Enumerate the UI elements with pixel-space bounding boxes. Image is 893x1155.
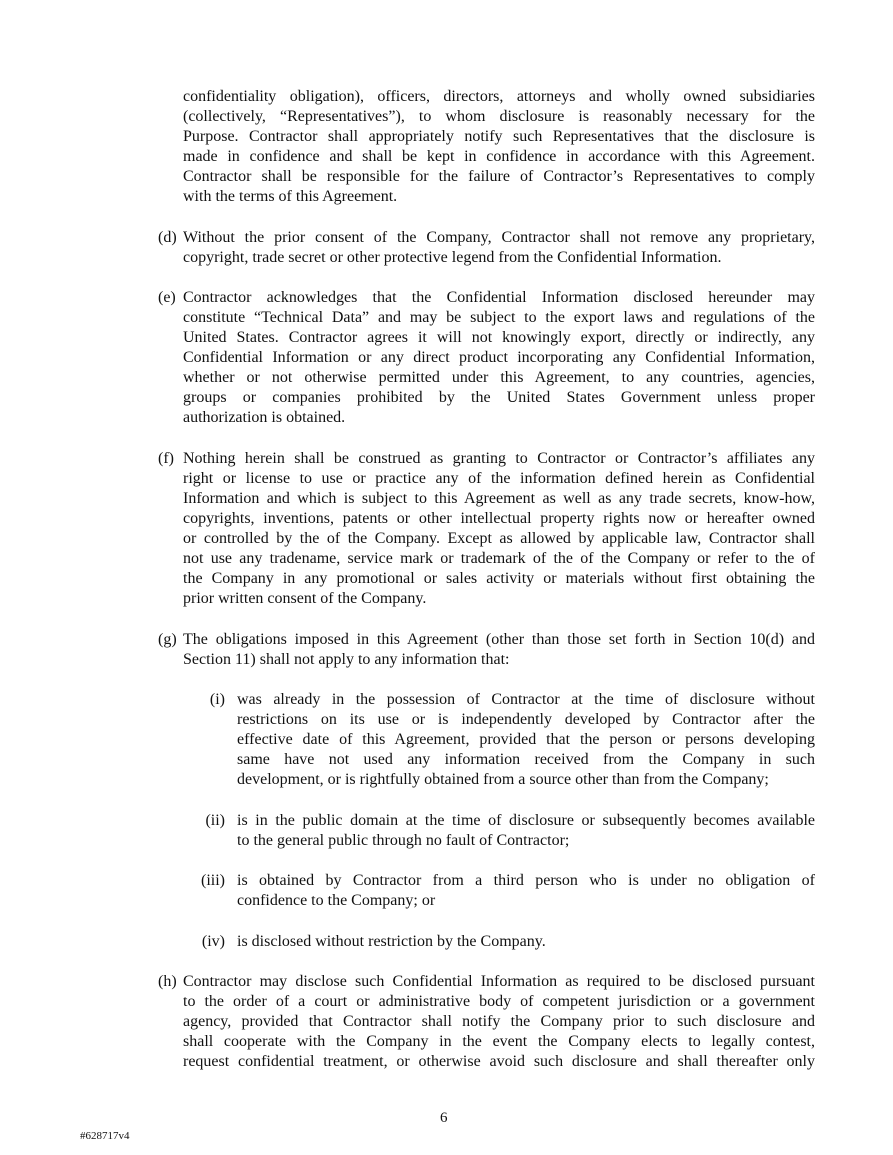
text-line: right or license to use or practice any of the information defined herein as Confidential (183, 470, 815, 487)
paragraph-label: (ii) (205, 812, 225, 829)
paragraph (158, 228, 815, 268)
document-id: #628717v4 (80, 1130, 130, 1142)
text-line: Section 11) shall not apply to any information that: (183, 651, 510, 668)
paragraph (158, 288, 815, 428)
paragraph-label: (e) (158, 289, 176, 306)
text-line: Contractor may disclose such Confidential Information as required to be disclosed pursuant (183, 973, 815, 990)
paragraph (158, 630, 815, 670)
text-line: not use any tradename, service mark or trademark of the of the Company or refer to the of (183, 550, 815, 567)
text-line: copyright, trade secret or other protective legend from the Confidential Information. (183, 249, 722, 266)
text-line: to the order of a court or administrative body of competent jurisdiction or a government (183, 993, 815, 1010)
text-line: prior written consent of the Company. (183, 590, 427, 607)
text-line: confidence to the Company; or (237, 892, 436, 909)
paragraph-label: (iii) (201, 872, 225, 889)
text-line: to the general public through no fault of Contractor; (237, 832, 570, 849)
paragraph-label: (h) (158, 973, 177, 990)
text-line: development, or is rightfully obtained from a source other than from the Company; (237, 771, 769, 788)
text-line: request confidential treatment, or otherwise avoid such disclosure and shall thereafter only (183, 1053, 815, 1070)
text-line: same have not used any information received from the Company in such (237, 751, 815, 768)
paragraph-label: (d) (158, 229, 177, 246)
text-line: restrictions on its use or is independently developed by Contractor after the (237, 711, 815, 728)
paragraph (205, 811, 815, 851)
text-line: (collectively, “Representatives”), to whom disclosure is reasonably necessary for the (183, 108, 815, 125)
text-line: is in the public domain at the time of disclosure or subsequently becomes available (237, 812, 815, 829)
text-line: is disclosed without restriction by the Company. (237, 933, 546, 950)
paragraph-label: (i) (209, 691, 225, 708)
text-line: authorization is obtained. (183, 409, 346, 426)
paragraph (201, 871, 815, 911)
text-line: Contractor acknowledges that the Confidential Information disclosed hereunder may (183, 289, 815, 306)
paragraph (209, 690, 815, 790)
text-line: confidentiality obligation), officers, directors, attorneys and wholly owned subsidiaries (183, 88, 815, 105)
text-line: effective date of this Agreement, provided that the person or persons developing (237, 731, 815, 748)
paragraph-label: (iv) (201, 933, 225, 950)
text-line: Nothing herein shall be construed as granting to Contractor or Contractor’s affiliates any (183, 450, 815, 467)
text-line: Contractor shall be responsible for the failure of Contractor’s Representatives to comply (183, 168, 815, 185)
text-line: is obtained by Contractor from a third person who is under no obligation of (237, 872, 815, 889)
text-line: constitute “Technical Data” and may be subject to the export laws and regulations of the (183, 309, 815, 326)
text-line: agency, provided that Contractor shall notify the Company prior to such disclosure and (183, 1013, 815, 1030)
text-line: or controlled by the of the Company. Except as allowed by applicable law, Contractor shall (183, 530, 815, 547)
text-line: Information and which is subject to this Agreement as well as any trade secrets, know-how, (183, 490, 815, 507)
paragraph (201, 932, 815, 952)
text-line: The obligations imposed in this Agreement (other than those set forth in Section 10(d) and (183, 631, 815, 648)
paragraph-label: (f) (158, 450, 174, 467)
paragraph (183, 87, 815, 207)
text-line: groups or companies prohibited by the United States Government unless proper (183, 389, 815, 406)
text-line: shall cooperate with the Company in the event the Company elects to legally contest, (183, 1033, 815, 1050)
text-line: with the terms of this Agreement. (183, 188, 398, 205)
text-line: United States. Contractor agrees it will not knowingly export, directly or indirectly, any (183, 329, 815, 346)
page-number: 6 (440, 1110, 448, 1126)
text-line: made in confidence and shall be kept in confidence in accordance with this Agreement. (183, 148, 815, 165)
paragraph (158, 972, 815, 1072)
text-line: Purpose. Contractor shall appropriately notify such Representatives that the disclosure is (183, 128, 815, 145)
text-line: the Company in any promotional or sales activity or materials without first obtaining the (183, 570, 815, 587)
paragraph (158, 449, 815, 609)
text-line: Confidential Information or any direct product incorporating any Confidential Information, (183, 349, 815, 366)
text-line: copyrights, inventions, patents or other intellectual property rights now or hereafter owned (183, 510, 815, 527)
text-line: Without the prior consent of the Company, Contractor shall not remove any proprietary, (183, 229, 815, 246)
text-line: whether or not otherwise permitted under this Agreement, to any countries, agencies, (183, 369, 815, 386)
paragraph-label: (g) (158, 631, 177, 648)
text-line: was already in the possession of Contractor at the time of disclosure without (237, 691, 815, 708)
